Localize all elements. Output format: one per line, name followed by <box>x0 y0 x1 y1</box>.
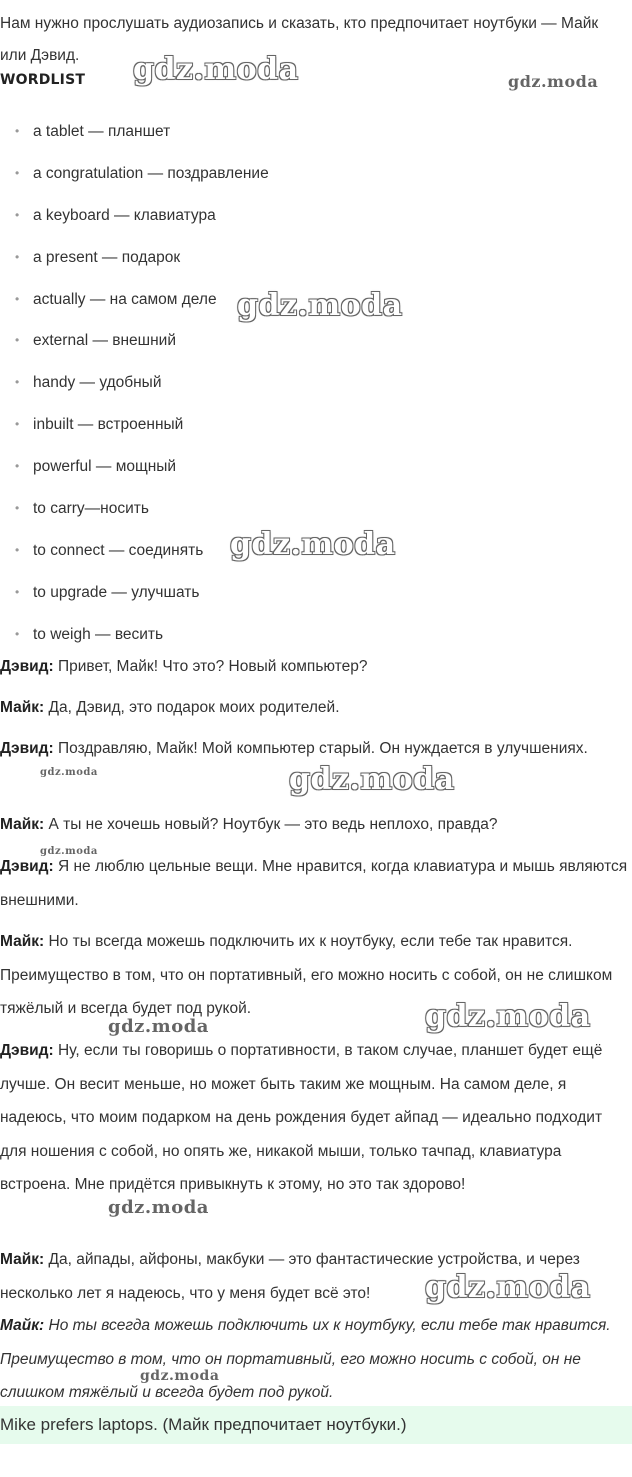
speaker-name: Дэвид: <box>0 1042 54 1059</box>
watermark-logo: gdz.moda <box>237 288 403 323</box>
watermark-logo: gdz.moda <box>108 1016 209 1037</box>
watermark-logo: gdz.moda <box>230 527 396 562</box>
bullet-icon: • <box>15 249 20 264</box>
list-item-text: to weigh — весить <box>33 625 164 643</box>
list-item-text: to connect — соединять <box>33 541 204 559</box>
list-item <box>0 195 269 237</box>
dialog-text: Я не люблю цельные вещи. Мне нравится, когда клавиатура и мышь являются внешними. <box>0 858 628 909</box>
list-item <box>0 279 269 321</box>
bullet-icon: • <box>15 459 20 474</box>
speaker-name: Майк: <box>0 933 45 950</box>
watermark-logo: gdz.moda <box>140 1368 220 1384</box>
dialog-line <box>0 732 630 766</box>
list-item <box>0 237 269 279</box>
dialog-line <box>0 808 630 842</box>
dialog-text: Привет, Майк! Что это? Новый компьютер? <box>53 658 368 675</box>
dialog-text: Но ты всегда можешь подключить их к ноутбуку, если тебе так нравится. Преимущество в том, что он портативный, его можно носить с собой, он не слишком тяжёлый и всегда будет под рукой. <box>0 1317 611 1401</box>
dialog-line <box>0 691 630 725</box>
bullet-icon: • <box>15 375 20 390</box>
watermark-logo: gdz.moda <box>289 762 455 797</box>
list-item <box>0 446 269 488</box>
dialog-line-italic <box>0 1309 630 1410</box>
list-item-text: a present — подарок <box>33 248 181 266</box>
watermark-logo: gdz.moda <box>425 1270 591 1305</box>
list-item <box>0 404 269 446</box>
wordlist <box>0 111 269 656</box>
list-item-text: inbuilt — встроенный <box>33 416 184 434</box>
list-item-text: actually — на самом деле <box>33 290 217 308</box>
list-item-text: external — внешний <box>33 332 176 350</box>
list-item <box>0 111 269 153</box>
watermark-logo: gdz.moda <box>425 999 591 1034</box>
dialog-line <box>0 850 630 917</box>
speaker-name: Дэвид: <box>0 658 54 675</box>
list-item-text: to carry—носить <box>33 500 149 518</box>
watermark-logo: gdz.moda <box>133 52 299 87</box>
dialog-text: Да, Дэвид, это подарок моих родителей. <box>44 699 340 716</box>
wordlist-title: WORDLIST <box>0 72 86 88</box>
speaker-name: Майк: <box>0 1317 45 1334</box>
speaker-name: Дэвид: <box>0 740 54 757</box>
speaker-name: Дэвид: <box>0 858 54 875</box>
watermark-logo: gdz.moda <box>40 767 98 778</box>
intro-text: Нам нужно прослушать аудиозапись и сказать, кто предпочитает ноутбуки — Майк или Дэвид. <box>0 15 599 64</box>
list-item <box>0 320 269 362</box>
watermark-logo: gdz.moda <box>40 846 98 857</box>
bullet-icon: • <box>15 626 20 641</box>
list-item-text: handy — удобный <box>33 374 162 392</box>
list-item-text: a keyboard — клавиатура <box>33 206 216 224</box>
bullet-icon: • <box>15 584 20 599</box>
dialog-line <box>0 650 630 684</box>
list-item-text: a congratulation — поздравление <box>33 164 269 182</box>
list-item <box>0 572 269 614</box>
answer-box: Mike prefers laptops. (Майк предпочитает ноутбуки.) <box>0 1406 632 1444</box>
bullet-icon: • <box>15 124 20 138</box>
speaker-name: Майк: <box>0 699 45 716</box>
bullet-icon: • <box>15 165 20 180</box>
bullet-icon: • <box>15 542 20 557</box>
dialog-text: А ты не хочешь новый? Ноутбук — это ведь неплохо, правда? <box>44 816 498 833</box>
speaker-name: Майк: <box>0 816 45 833</box>
bullet-icon: • <box>15 207 20 222</box>
list-item <box>0 488 269 530</box>
list-item <box>0 153 269 195</box>
list-item <box>0 530 269 572</box>
bullet-icon: • <box>15 417 20 432</box>
dialog-text: Но ты всегда можешь подключить их к ноутбуку, если тебе так нравится. Преимущество в том, что он портативный, его можно носить с собой, он не слишком тяжёлый и всегда будет под рукой. <box>0 933 613 1017</box>
dialog-line <box>0 1034 630 1202</box>
dialog-text: Ну, если ты говоришь о портативности, в таком случае, планшет будет ещё лучше. Он весит меньше, но может быть таким же мощным. На самом деле, я надеюсь, что моим подарком на день рождения будет айпад — идеально подходит для ношения с собой, но опять же, никакой мыши, только тачпад, клавиатура встроена. Мне придётся привыкнуть к этому, но это так здорово! <box>0 1042 603 1193</box>
speaker-name: Майк: <box>0 1251 45 1268</box>
bullet-icon: • <box>15 501 20 516</box>
list-item <box>0 362 269 404</box>
dialog-text: Поздравляю, Майк! Мой компьютер старый. Он нуждается в улучшениях. <box>53 740 588 757</box>
watermark-logo: gdz.moda <box>508 72 599 91</box>
bullet-icon: • <box>15 291 20 306</box>
watermark-logo: gdz.moda <box>108 1197 209 1218</box>
list-item-text: to upgrade — улучшать <box>33 583 200 601</box>
list-item-text: a tablet — планшет <box>33 123 171 140</box>
dialog-text: Да, айпады, айфоны, макбуки — это фантастические устройства, и через несколько лет я надеюсь, что у меня будет всё это! <box>0 1251 580 1302</box>
bullet-icon: • <box>15 333 20 348</box>
list-item-text: powerful — мощный <box>33 458 177 476</box>
